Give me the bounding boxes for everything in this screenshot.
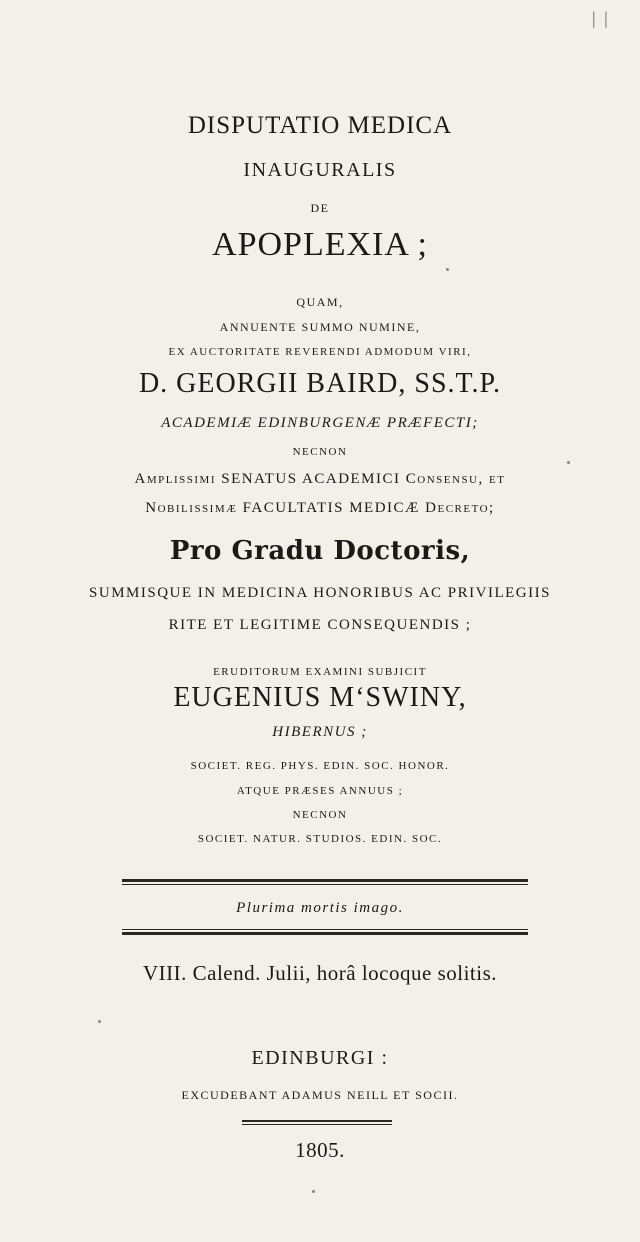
nobilissimae-text: Nobilissimæ FACULTATIS MEDICÆ Decreto; [145, 500, 495, 516]
corner-mark: | | [592, 8, 610, 28]
double-rule-top [122, 879, 528, 882]
atque-praeses-text: ATQUE PRÆSES ANNUUS ; [236, 785, 404, 797]
title-line-de: DE [310, 201, 330, 215]
societ-reg-text: SOCIET. REG. PHYS. EDIN. SOC. HONOR. [190, 760, 450, 772]
motto-text: Plurima mortis imago. [236, 900, 404, 916]
printer-text: EXCUDEBANT ADAMUS NEILL ET SOCII. [181, 1088, 459, 1102]
pro-gradu-doctoris-text: Pro Gradu Doctoris, [169, 536, 471, 566]
quam-text: QUAM, [296, 295, 344, 309]
rite-text: RITE ET LEGITIME CONSEQUENDIS ; [168, 617, 472, 633]
necnon-text-1: NECNON [292, 446, 348, 458]
paper-speck [312, 1190, 315, 1193]
double-rule-bottom-thin [122, 929, 528, 930]
paper-speck [446, 268, 449, 271]
necnon-text-2: NECNON [292, 809, 348, 821]
summisque-text: SUMMISQUE IN MEDICINA HONORIBUS AC PRIVILEGIIS [89, 585, 551, 601]
paper-speck [98, 1020, 101, 1023]
hibernus-text: HIBERNUS ; [272, 724, 368, 740]
short-double-rule-top [242, 1120, 392, 1122]
title-line-disputatio: DISPUTATIO MEDICA [187, 112, 453, 139]
place-text: EDINBURGI : [251, 1047, 389, 1069]
year-text: 1805. [295, 1138, 345, 1162]
societ-natur-text: SOCIET. NATUR. STUDIOS. EDIN. SOC. [197, 833, 443, 845]
annuente-text: ANNUENTE SUMMO NUMINE, [219, 320, 421, 334]
double-rule-top-thin [122, 884, 528, 885]
date-text: VIII. Calend. Julii, horâ locoque solitis. [142, 961, 498, 985]
short-double-rule-bottom [242, 1124, 392, 1125]
title-line-apoplexia: APOPLEXIA ; [212, 226, 428, 263]
author-name: EUGENIUS M‘SWINY, [173, 682, 467, 713]
paper-speck [567, 461, 570, 464]
eruditorum-text: ERUDITORUM EXAMINI SUBJICIT [213, 666, 427, 678]
amplissimi-text: Amplissimi SENATUS ACADEMICI Consensu, et [134, 471, 506, 487]
title-line-inauguralis: INAUGURALIS [243, 159, 397, 181]
academiae-text: ACADEMIÆ EDINBURGENÆ PRÆFECTI; [161, 415, 479, 431]
double-rule-bottom [122, 932, 528, 935]
ex-auctoritate-text: EX AUCTORITATE REVERENDI ADMODUM VIRI, [168, 346, 472, 358]
georgii-baird-text: D. GEORGII BAIRD, SS.T.P. [138, 368, 502, 399]
